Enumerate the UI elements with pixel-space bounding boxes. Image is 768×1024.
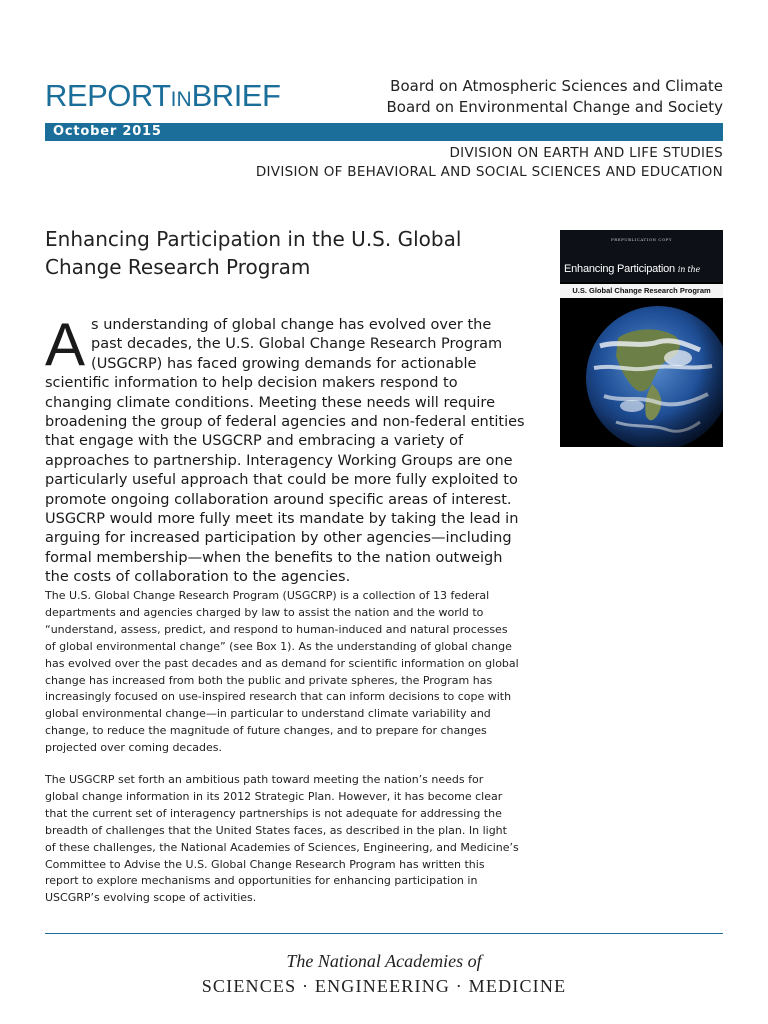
division-names (256, 144, 723, 182)
academies-line-1: The National Academies of (286, 951, 482, 971)
earth-globe-image (560, 298, 723, 447)
lead-paragraph (45, 311, 525, 588)
cover-title-main: Enhancing Participation (564, 263, 675, 275)
board-1: Board on Atmospheric Sciences and Climate (390, 77, 723, 95)
footer-rule (45, 933, 723, 934)
cover-subtitle: U.S. Global Change Research Program (560, 284, 723, 298)
division-2: DIVISION OF BEHAVIORAL AND SOCIAL SCIENCES AND EDUCATION (255, 164, 723, 180)
board-2: Board on Environmental Change and Society (386, 98, 723, 116)
academies-line-2: SCIENCES · ENGINEERING · MEDICINE (201, 976, 567, 996)
brand-report: REPORT (45, 78, 171, 113)
report-date: October 2015 (53, 124, 162, 139)
drop-cap: A (45, 311, 86, 378)
report-cover-thumbnail (560, 230, 723, 447)
brand-brief: BRIEF (191, 78, 281, 113)
lead-text: s understanding of global change has evolved over the past decades, the U.S. Global Change Research Program (USGCRP) has faced growing demands for actionable scientific information to help decision makers respond to changing climate conditions. Meeting these needs will require broadening the group of federal agencies and non-federal entities that engage with the USGCRP and embracing a variety of approaches to partnership. Interagency Working Groups are one particularly useful approach that could be more fully exploited to promote ongoing collaboration around specific areas of interest. USGCRP would more fully meet its mandate by taking the lead in arguing for increased participation by other agencies—including formal membership—when the benefits to the nation outweigh the costs of collaboration to the agencies. (45, 317, 525, 586)
cover-title-small: in the (677, 265, 700, 274)
brand-in: IN (170, 88, 192, 111)
cover-title (564, 263, 700, 275)
body-paragraph-1: The U.S. Global Change Research Program (USGCRP) is a collection of 13 federal departments and agencies charged by law to assist the nation and the world to “understand, assess, predict, and respond to human-induced and natural processes of global environmental change” (see Box 1). As the understanding of global change has evolved over the past decades and as demand for scientific information on global change has increased from both the public and private spheres, the Program has increasingly focused on use-inspired research that can inform decisions to cope with global environmental change—in particular to understand climate variability and change, to reduce the magnitude of future changes, and to prepare for changes projected over coming decades. (45, 589, 519, 755)
body-paragraph-2: The USGCRP set forth an ambitious path toward meeting the nation’s needs for global change information in its 2012 Strategic Plan. However, it has become clear that the current set of interagency partnerships is not adequate for addressing the breadth of challenges that the United States faces, as described in the plan. In light of these challenges, the National Academies of Sciences, Engineering, and Medicine’s Committee to Advise the U.S. Global Change Research Program has written this report to explore mechanisms and opportunities for enhancing participation in USCGRP’s evolving scope of activities. (45, 773, 519, 905)
cover-tiny-text: PREPUBLICATION COPY (611, 237, 672, 242)
report-title: Enhancing Participation in the U.S. Global Change Research Program (45, 227, 462, 279)
report-in-brief-logo (45, 80, 280, 111)
board-names (387, 76, 724, 118)
division-1: DIVISION ON EARTH AND LIFE STUDIES (449, 145, 723, 161)
